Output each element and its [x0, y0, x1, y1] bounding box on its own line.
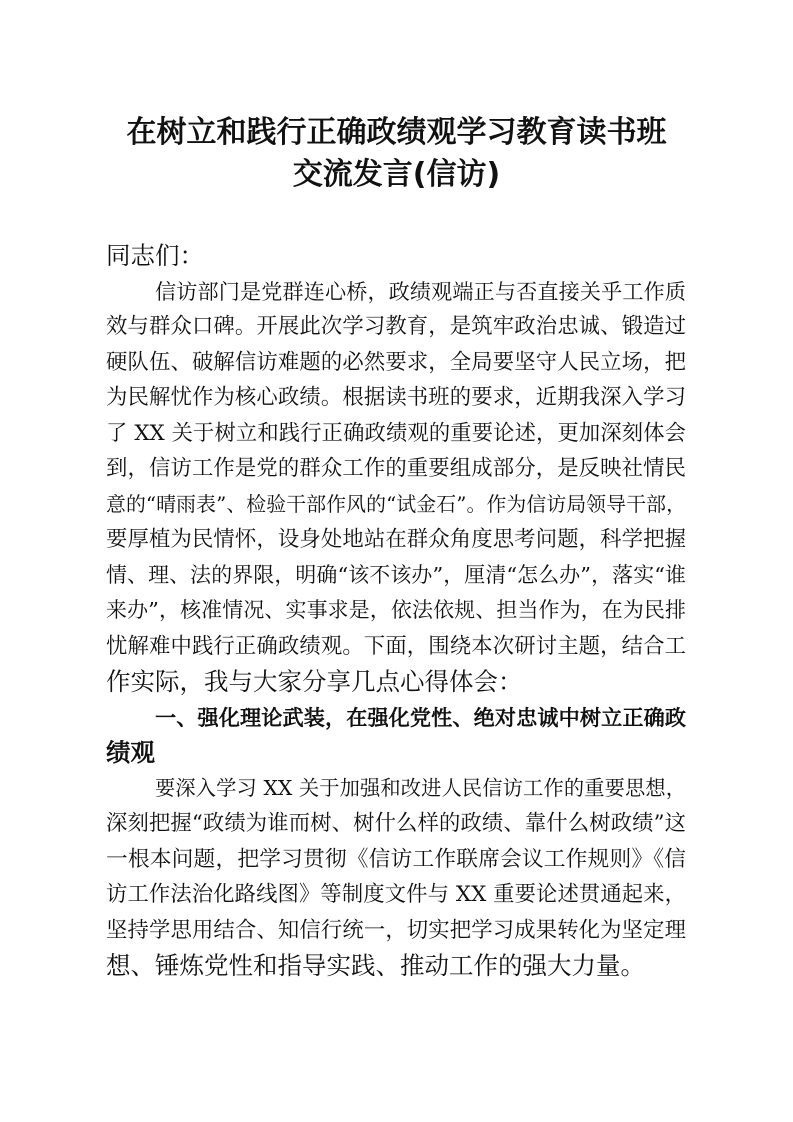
title-line-1: 在树立和践行正确政绩观学习教育读书班 — [126, 115, 667, 150]
text-line: 来办”，核准情况、实事求是，依法依规、担当作为，在为民排 — [106, 598, 686, 622]
text-line: 硬队伍、破解信访难题的必然要求，全局要坚守人民立场，把 — [106, 349, 686, 375]
heading-line: 绩观 — [106, 738, 155, 767]
text-line: 信访部门是党群连心桥，政绩观端正与否直接关乎工作质 — [155, 278, 686, 304]
document-body — [106, 238, 686, 984]
heading-line: 一、强化理论武装，在强化党性、绝对忠诚中树立正确政 — [155, 704, 686, 730]
salutation: 同志们： — [106, 241, 204, 270]
text-line: 一根本问题，把学习贯彻《信访工作联席会议工作规则》《信 — [106, 846, 686, 872]
text-line: 访工作法治化路线图》等制度文件与 XX 重要论述贯通起来， — [106, 882, 686, 907]
text-line: 深刻把握“政绩为谁而树、树什么样的政绩、靠什么树政绩”这 — [106, 811, 686, 836]
text-line: 作实际，我与大家分享几点心得体会： — [106, 667, 523, 696]
document-title — [100, 112, 693, 196]
text-line: 坚持学思用结合、知信行统一，切实把学习成果转化为坚定理 — [106, 917, 686, 943]
title-line-2: 交流发言(信访) — [292, 157, 501, 192]
text-line: 要深入学习 XX 关于加强和改进人民信访工作的重要思想， — [155, 775, 686, 800]
text-line: 到，信访工作是党的群众工作的重要组成部分，是反映社情民 — [106, 456, 686, 481]
text-line: 忧解难中践行正确政绩观。下面，围绕本次研讨主题，结合工 — [106, 633, 686, 659]
paragraph-section-1 — [106, 771, 686, 984]
text-line: 了 XX 关于树立和践行正确政绩观的重要论述，更加深刻体会 — [106, 420, 686, 446]
text-line: 情、理、法的界限，明确“该不该办”，厘清“怎么办”，落实“谁 — [106, 562, 686, 587]
text-line: 意的“晴雨表”、检验干部作风的“试金石”。作为信访局领导干部， — [106, 492, 686, 516]
text-line: 为民解忧作为核心政绩。根据读书班的要求，近期我深入学习 — [106, 385, 686, 410]
paragraph-intro — [106, 274, 686, 700]
section-heading-1 — [106, 700, 686, 771]
text-line: 想、锤炼党性和指导实践、推动工作的强大力量。 — [106, 951, 645, 980]
text-line: 要厚植为民情怀，设身处地站在群众角度思考问题，科学把握 — [106, 527, 686, 552]
text-line: 效与群众口碑。开展此次学习教育，是筑牢政治忠诚、锻造过 — [106, 314, 686, 339]
